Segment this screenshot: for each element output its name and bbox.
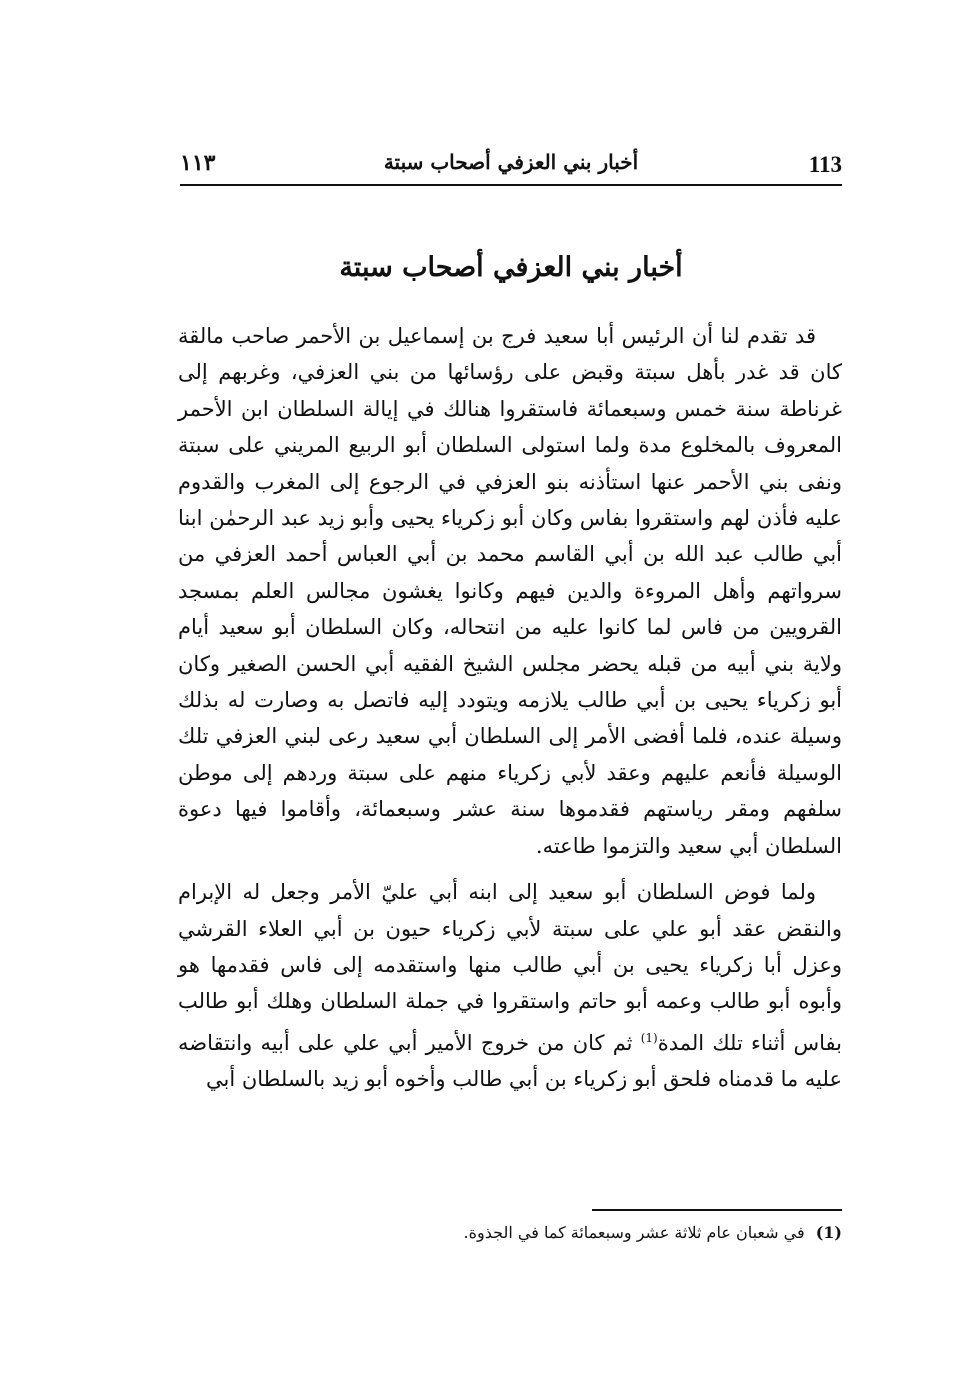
footnote xyxy=(180,1220,842,1246)
page-number-latin: 113 xyxy=(808,152,842,177)
footnote-text: في شعبان عام ثلاثة عشر وسبعمائة كما في الجذوة. xyxy=(463,1223,805,1242)
paragraph-2 xyxy=(178,874,842,1097)
main-text xyxy=(178,318,842,1108)
paragraph-1: قد تقدم لنا أن الرئيس أبا سعيد فرج بن إسماعيل بن الأحمر صاحب مالقة كان قد غدر بأهل سبتة وقبض على رؤسائها من بني العزفي، وغربهم إلى غرناطة سنة خمس وسبعمائة فاستقروا هنالك في إيالة السلطان ابن الأحمر المعروف بالمخلوع مدة ولما استولى السلطان أبو الربيع المريني على سبتة ونفى بني الأحمر عنها استأذنه بنو العزفي في الرجوع إلى المغرب والقدوم عليه فأذن لهم واستقروا بفاس وكان أبو زكرياء يحيى وأبو زيد عبد الرحمٰن ابنا أبي طالب عبد الله بن أبي القاسم محمد بن أبي العباس أحمد العزفي من سرواتهم وأهل المروءة والدين فيهم وكانوا يغشون مجالس العلم بمسجد القرويين من فاس لما كانوا عليه من انتحاله، وكان السلطان أبو سعيد أيام ولاية بني أبيه من قبله يحضر مجلس الشيخ الفقيه أبي الحسن الصغير وكان أبو زكرياء يحيى بن أبي طالب يلازمه ويتودد إليه فاتصل به وصارت له بذلك وسيلة عنده، فلما أفضى الأمر إلى السلطان أبي سعيد رعى لبني العزفي تلك الوسيلة فأنعم عليهم وعقد لأبي زكرياء منهم على سبتة وردهم إلى موطن سلفهم ومقر رياستهم فقدموها سنة عشر وسبعمائة، وأقاموا فيها دعوة السلطان أبي سعيد والتزموا طاعته. xyxy=(178,324,842,858)
running-title: أخبار بني العزفي أصحاب سبتة xyxy=(383,150,639,174)
running-header xyxy=(180,150,842,184)
chapter-title: أخبار بني العزفي أصحاب سبتة xyxy=(339,252,683,283)
footnote-rule xyxy=(592,1209,842,1211)
paragraph-2-part-2: ثم كان من خروج الأمير أبي علي على أبيه وانتقاضه عليه ما قدمناه فلحق أبو زكرياء بن أبي طالب وأخوه أبو زيد بالسلطان أبي xyxy=(178,1030,842,1092)
page-number-arabic: ١١٣ xyxy=(180,150,216,176)
footnote-reference[interactable]: (1) xyxy=(640,1030,658,1045)
footnote-marker: (1) xyxy=(815,1223,842,1242)
paragraph-2-part-1: ولما فوض السلطان أبو سعيد إلى ابنه أبي عليّ الأمر وجعل له الإبرام والنقض عقد أبو علي على سبتة لأبي زكرياء حيون بن أبي العلاء القرشي وعزل أبا زكرياء يحيى بن أبي طالب منها واستقدمه إلى فاس فقدمها هو وأبوه أبو طالب وعمه أبو حاتم واستقروا في جملة السلطان وهلك أبو طالب بفاس أثناء تلك المدة xyxy=(178,880,842,1055)
header-rule xyxy=(180,184,842,186)
